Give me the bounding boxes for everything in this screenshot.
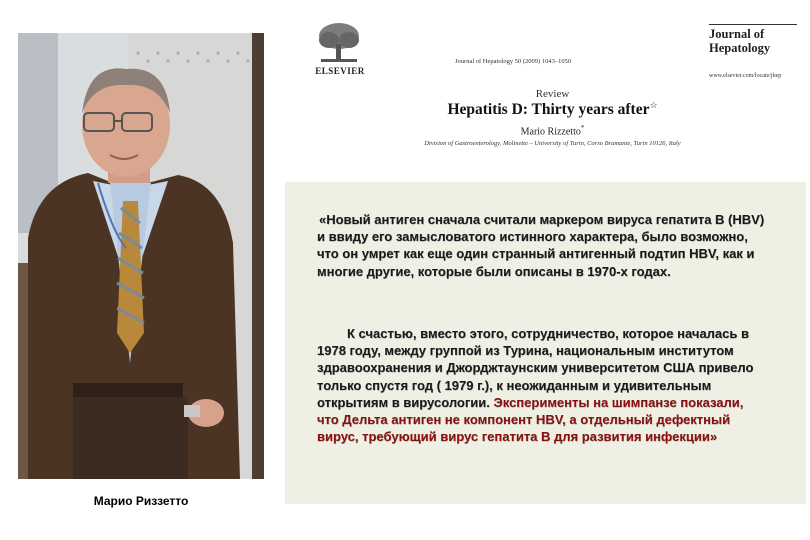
quote-box [285,182,806,504]
elsevier-tree-logo [315,22,363,64]
author-mark: * [580,124,585,132]
article-section: Review [535,88,570,100]
journal-header [305,20,800,170]
quote-paragraph-1 [317,211,767,280]
journal-name: Journal of Hepatology [709,27,771,55]
article-title-text: Hepatitis D: Thirty years after [447,101,650,119]
article-title [305,100,800,119]
photo-caption: Марио Риззетто [93,494,189,508]
article-author [305,124,800,137]
portrait-photo [18,33,264,479]
journal-citation: Journal of Hepatology 50 (2009) 1043–1050 [455,58,572,65]
journal-url: www.elsevier.com/locate/jhep [709,73,782,79]
author-affiliation: Division of Gastroenterology, Molinette – University of Turin, Corso Bramante, Turin 10126, Italy [424,140,681,147]
journal-name-box [709,24,797,75]
article-title-mark: ☆ [649,100,658,110]
publisher-name: ELSEVIER [315,66,365,76]
quote-paragraph-1-text: «Новый антиген сначала считали маркером вируса гепатита В (HBV) и ввиду его замысловатого истинного характера, было возможно, что он умрет как еще один странный антигенный подтип HBV, как и многие другие, которые были описаны в 1970-х годах. [317,212,765,279]
quote-paragraph-2-text: К счастью, вместо этого, сотрудничество, которое началась в 1978 году, между группой из Турина, национальным институтом здравоохранения и Джорджтаунским университетом США привело только спустя год ( 1979 г.), к неожиданным и удивительным открытиям в вирусологии. [317,326,754,410]
quote-paragraph-2 [317,325,767,445]
author-name: Mario Rizzetto [520,126,581,138]
quote-highlight-text: Эксперименты на шимпанзе показали, что Дельта антиген не компонент HBV, а отдельный дефектный вирус, требующий вирус гепатита В для развития инфекции» [317,394,744,445]
